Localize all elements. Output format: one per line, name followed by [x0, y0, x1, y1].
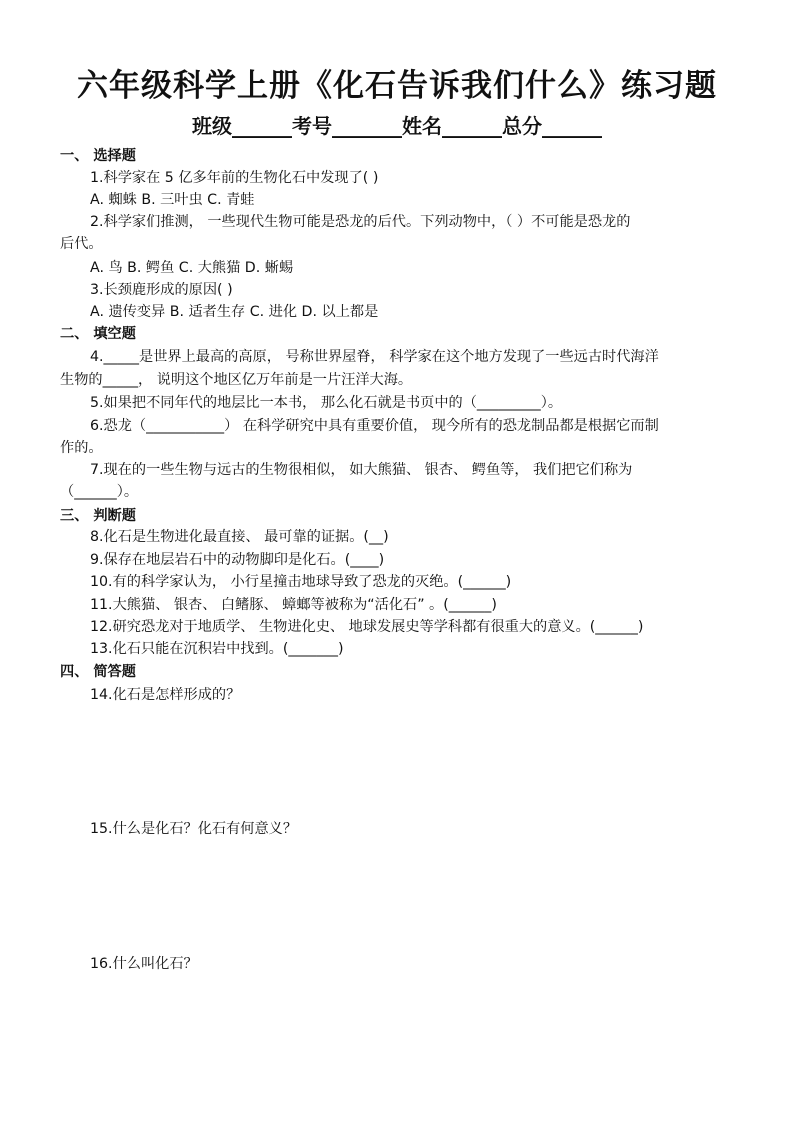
question-16: 16.什么叫化石？ [90, 956, 198, 972]
question-6: 6.恐龙（___________） 在科学研究中具有重要价值， 现今所有的恐龙制品都是根据它而制 [90, 418, 659, 434]
section-choice: 一、 选择题 [60, 148, 136, 164]
section-fill: 二、 填空题 [60, 326, 136, 342]
question-14: 14.化石是怎样形成的？ [90, 687, 241, 703]
question-10: 10.有的科学家认为， 小行星撞击地球导致了恐龙的灭绝。(______) [90, 574, 512, 590]
question-2-cont: 后代。 [60, 236, 103, 252]
question-6-cont: 作的。 [60, 440, 103, 456]
question-9: 9.保存在地层岩石中的动物脚印是化石。(____) [90, 552, 385, 568]
question-11: 11.大熊猫、 银杏、 白鳍豚、 蟑螂等被称为“活化石” 。(______) [90, 597, 497, 613]
question-7: 7.现在的一些生物与远古的生物很相似， 如大熊猫、 银杏、 鳄鱼等， 我们把它们称为 [90, 462, 633, 478]
question-8: 8.化石是生物进化最直接、 最可靠的证据。(__) [90, 529, 389, 545]
question-4: 4._____是世界上最高的高原， 号称世界屋脊， 科学家在这个地方发现了一些远古时代海洋 [90, 349, 659, 365]
question-12: 12.研究恐龙对于地质学、 生物进化史、 地球发展史等学科都有很重大的意义。(______) [90, 619, 644, 635]
question-3-options: A. 遗传变异 B. 适者生存 C. 进化 D. 以上都是 [90, 304, 379, 320]
student-info-line: 班级______考号_______姓名______总分______ [192, 114, 602, 138]
page-title: 六年级科学上册《化石告诉我们什么》练习题 [77, 68, 717, 104]
question-15: 15.什么是化石？化石有何意义？ [90, 821, 298, 837]
question-7-cont: （______）。 [60, 484, 139, 500]
question-5: 5.如果把不同年代的地层比一本书， 那么化石就是书页中的（_________）。 [90, 395, 563, 411]
question-2: 2.科学家们推测， 一些现代生物可能是恐龙的后代。下列动物中，（ ）不可能是恐龙的 [90, 214, 631, 230]
question-2-options: A. 鸟 B. 鳄鱼 C. 大熊猫 D. 蜥蜴 [90, 260, 294, 276]
question-13: 13.化石只能在沉积岩中找到。(_______) [90, 641, 344, 657]
question-4-cont: 生物的_____， 说明这个地区亿万年前是一片汪洋大海。 [60, 372, 413, 388]
question-1: 1.科学家在 5 亿多年前的生物化石中发现了( ) [90, 170, 379, 186]
question-3: 3.长颈鹿形成的原因( ) [90, 282, 233, 298]
section-short-answer: 四、 简答题 [60, 664, 136, 680]
section-judge: 三、 判断题 [60, 508, 136, 524]
question-1-options: A. 蜘蛛 B. 三叶虫 C. 青蛙 [90, 192, 255, 208]
